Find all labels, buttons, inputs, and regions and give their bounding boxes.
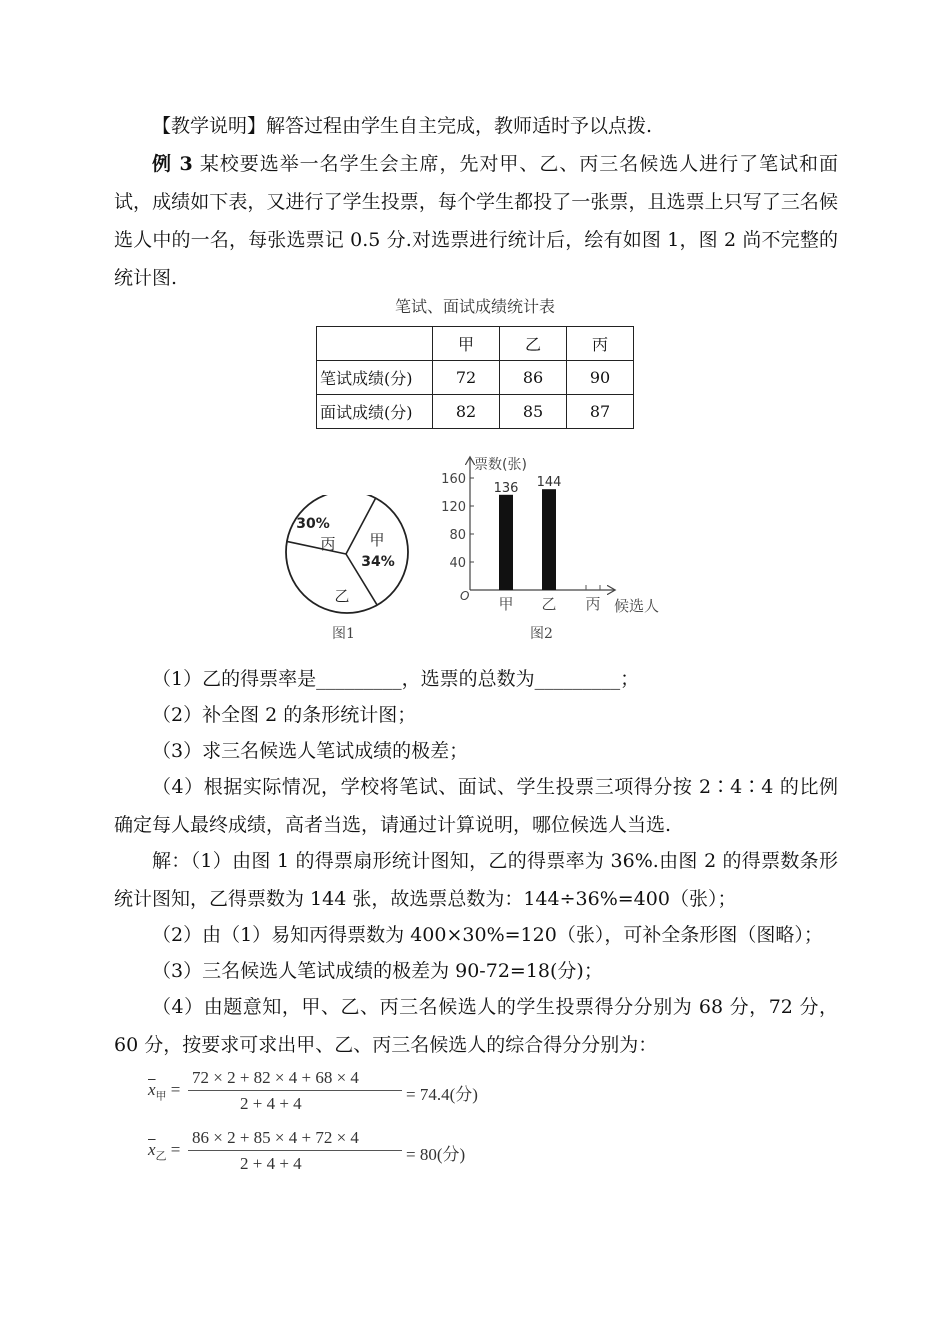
row-label: 笔试成绩(分) bbox=[317, 361, 433, 395]
formula-yi bbox=[148, 1128, 468, 1178]
x-axis-label: 候选人 bbox=[614, 597, 660, 615]
x-category-label: 丙 bbox=[585, 595, 601, 613]
formula-yi-fraction-bar bbox=[188, 1150, 402, 1151]
table-cell: 85 bbox=[500, 395, 567, 429]
table-cell: 72 bbox=[433, 361, 500, 395]
question-4: （4）根据实际情况，学校将笔试、面试、学生投票三项得分按 2∶4∶4 的比例确定每人最终成绩，高者当选，请通过计算说明，哪位候选人当选. bbox=[114, 776, 838, 836]
bar-value-label: 144 bbox=[536, 475, 562, 491]
solution-4: （4）由题意知，甲、乙、丙三名候选人的学生投票得分分别为 68 分，72 分，60 分，按要求可求出甲、乙、丙三名候选人的综合得分分别为： bbox=[114, 996, 838, 1056]
example-label: 例 3 bbox=[152, 153, 193, 175]
header-yi: 乙 bbox=[500, 327, 567, 361]
formula-yi-result: = 80(分) bbox=[406, 1145, 466, 1164]
question-1: （1）乙的得票率是_________，选票的总数为_________； bbox=[152, 668, 640, 690]
table-cell: 87 bbox=[567, 395, 634, 429]
x-category-label: 乙 bbox=[541, 595, 557, 613]
teaching-note: 【教学说明】解答过程由学生自主完成，教师适时予以点拨. bbox=[152, 115, 653, 137]
example-text: 某校要选举一名学生会主席，先对甲、乙、丙三名候选人进行了笔试和面试，成绩如下表，又进行了学生投票，每个学生都投了一张票，且选票上只写了三名候选人中的一名，每张选票记 0.5 分.对选票进行统计后，绘有如图 1，图 2 尚不完整的统计图. bbox=[114, 153, 838, 289]
table-cell: 82 bbox=[433, 395, 500, 429]
table-row bbox=[317, 361, 634, 395]
example-paragraph bbox=[114, 145, 838, 297]
formula-jia-denominator: 2 + 4 + 4 bbox=[240, 1094, 302, 1113]
pie-divider bbox=[287, 541, 346, 554]
pie-label-jia: 甲 bbox=[369, 531, 385, 549]
bar-value-label: 136 bbox=[493, 480, 519, 496]
header-jia: 甲 bbox=[433, 327, 500, 361]
bar-0 bbox=[499, 495, 513, 590]
formula-jia-fraction-bar bbox=[188, 1090, 402, 1091]
formula-jia-result: = 74.4(分) bbox=[406, 1085, 478, 1104]
formula-yi-numerator: 86 × 2 + 85 × 4 + 72 × 4 bbox=[192, 1128, 359, 1147]
score-table bbox=[316, 326, 634, 429]
table-cell: 90 bbox=[567, 361, 634, 395]
formula-jia-numerator: 72 × 2 + 82 × 4 + 68 × 4 bbox=[192, 1068, 359, 1087]
figure1-caption: 图1 bbox=[332, 626, 355, 642]
pie-label-jia-percent: 34% bbox=[361, 554, 395, 570]
y-tick-label: 80 bbox=[449, 528, 466, 543]
pie-label-bing: 丙 bbox=[320, 535, 336, 553]
y-tick-label: 120 bbox=[441, 500, 466, 515]
pie-chart bbox=[276, 495, 416, 615]
table-caption: 笔试、面试成绩统计表 bbox=[394, 297, 555, 316]
table-row bbox=[317, 395, 634, 429]
table-corner bbox=[317, 327, 433, 361]
y-tick-label: 40 bbox=[449, 556, 466, 571]
row-label: 面试成绩(分) bbox=[317, 395, 433, 429]
bar-1 bbox=[542, 489, 556, 590]
y-tick-label: 160 bbox=[441, 472, 466, 487]
formula-yi-lhs: $\overline{x}_乙$ = bbox=[148, 1140, 181, 1163]
question-2: （2）补全图 2 的条形统计图； bbox=[152, 704, 417, 726]
pie-label-yi: 乙 bbox=[334, 587, 350, 605]
pie-label-bing-percent: 30% bbox=[296, 516, 330, 532]
origin-label: O bbox=[460, 589, 470, 603]
solution-2: （2）由（1）易知丙得票数为 400×30%=120（张），可补全条形图（图略）； bbox=[152, 924, 823, 946]
question-3: （3）求三名候选人笔试成绩的极差； bbox=[152, 740, 469, 762]
solution-3: （3）三名候选人笔试成绩的极差为 90-72=18(分)； bbox=[152, 960, 603, 982]
formula-yi-denominator: 2 + 4 + 4 bbox=[240, 1154, 302, 1173]
table-header-row bbox=[317, 327, 634, 361]
figure2-caption: 图2 bbox=[530, 626, 553, 642]
bar-chart bbox=[436, 452, 676, 617]
y-axis-label: 票数(张) bbox=[474, 457, 527, 473]
formula-jia-lhs: $\overline{x}_甲$ = bbox=[148, 1080, 181, 1103]
formula-jia bbox=[148, 1068, 478, 1118]
x-category-label: 甲 bbox=[498, 595, 514, 613]
table-cell: 86 bbox=[500, 361, 567, 395]
header-bing: 丙 bbox=[567, 327, 634, 361]
solution-1: 解：（1）由图 1 的得票扇形统计图知，乙的得票率为 36%.由图 2 的得票数条形统计图知，乙得票数为 144 张，故选票总数为：144÷36%=400（张）； bbox=[114, 850, 838, 910]
